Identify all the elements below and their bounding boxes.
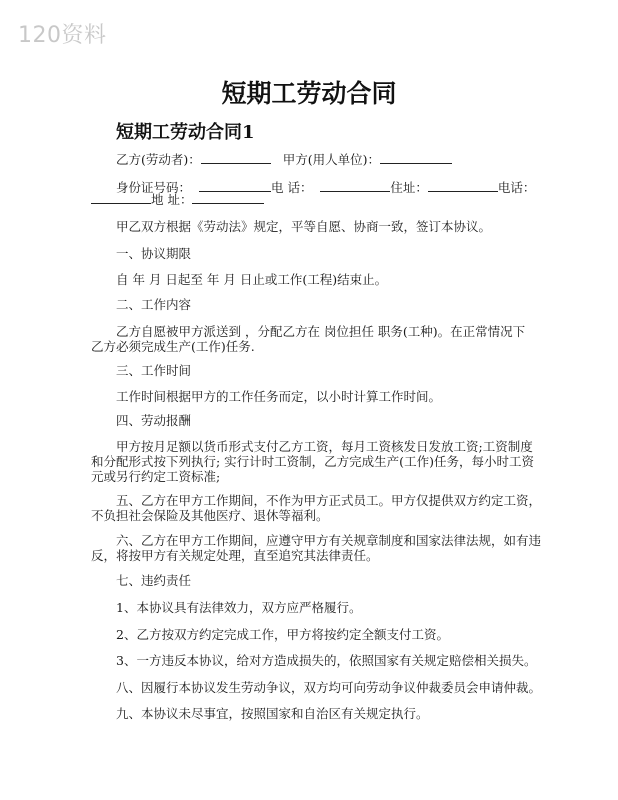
section-8: 八、因履行本协议发生劳动争议，双方均可向劳动争议仲裁委员会申请仲裁。 <box>116 680 542 695</box>
section-3-heading: 三、工作时间 <box>116 363 192 378</box>
phone2-blank[interactable] <box>91 191 151 204</box>
intro-paragraph: 甲乙双方根据《劳动法》规定，平等自愿、协商一致，签订本协议。 <box>116 219 492 234</box>
section-7-item-2: 2、乙方按双方约定完成工作，甲方将按约定全额支付工资。 <box>116 627 449 642</box>
party-line <box>116 150 566 170</box>
party-b-label: 乙方(劳动者)： <box>116 152 201 167</box>
section-1-heading: 一、协议期限 <box>116 246 192 261</box>
contract-subtitle: 短期工劳动合同1 <box>116 122 255 143</box>
section-7-heading: 七、违约责任 <box>116 573 192 588</box>
section-2-heading: 二、工作内容 <box>116 297 192 312</box>
section-5-line-2: 不负担社会保险及其他医疗、退休等福利。 <box>91 508 329 523</box>
address2-line <box>91 190 541 210</box>
address2-blank[interactable] <box>192 191 264 204</box>
party-a-label: 甲方(用人单位)： <box>282 152 380 167</box>
section-1-body: 自 年 月 日起至 年 月 日止或工作(工程)结束止。 <box>116 272 388 287</box>
section-9: 九、本协议未尽事宜，按照国家和自治区有关规定执行。 <box>116 706 429 721</box>
section-2-body-1: 乙方自愿被甲方派送到 ，分配乙方在 岗位担任 职务(工种)。在正常情况下 <box>116 324 526 339</box>
section-4-heading: 四、劳动报酬 <box>116 413 192 428</box>
party-a-blank[interactable] <box>380 151 452 164</box>
section-7-item-3: 3、一方违反本协议，给对方造成损失的，依照国家有关规定赔偿相关损失。 <box>116 653 537 668</box>
id-label: 身份证号码： <box>116 180 192 195</box>
phone2-label: 电话： <box>497 180 536 195</box>
document-title: 短期工劳动合同 <box>221 79 397 108</box>
section-7-item-1: 1、本协议具有法律效力，双方应严格履行。 <box>116 600 362 615</box>
section-6-line-1: 六、乙方在甲方工作期间，应遵守甲方有关规章制度和国家法律法规，如有违 <box>116 533 542 548</box>
party-b-blank[interactable] <box>201 151 271 164</box>
phone-label: 电 话： <box>270 180 313 195</box>
address2-label: 地 址： <box>151 192 193 207</box>
watermark: 120资料 <box>18 23 107 48</box>
section-4-body-1: 甲方按月足额以货币形式支付乙方工资，每月工资核发日发放工资;工资制度 <box>116 439 533 454</box>
section-3-body: 工作时间根据甲方的工作任务而定，以小时计算工作时间。 <box>116 389 442 404</box>
section-6-line-2: 反，将按甲方有关规定处理，直至追究其法律责任。 <box>91 548 379 563</box>
section-4-body-2: 和分配形式按下列执行; 实行计时工资制，乙方完成生产(工作)任务，每小时工资 <box>91 454 534 469</box>
section-4-body-3: 元或另行约定工资标准; <box>91 469 221 484</box>
address-label: 住址： <box>390 180 428 195</box>
section-5-line-1: 五、乙方在甲方工作期间，不作为甲方正式员工。甲方仅提供双方约定工资， <box>116 493 542 508</box>
section-2-body-2: 乙方必须完成生产(工作)任务. <box>91 339 255 354</box>
